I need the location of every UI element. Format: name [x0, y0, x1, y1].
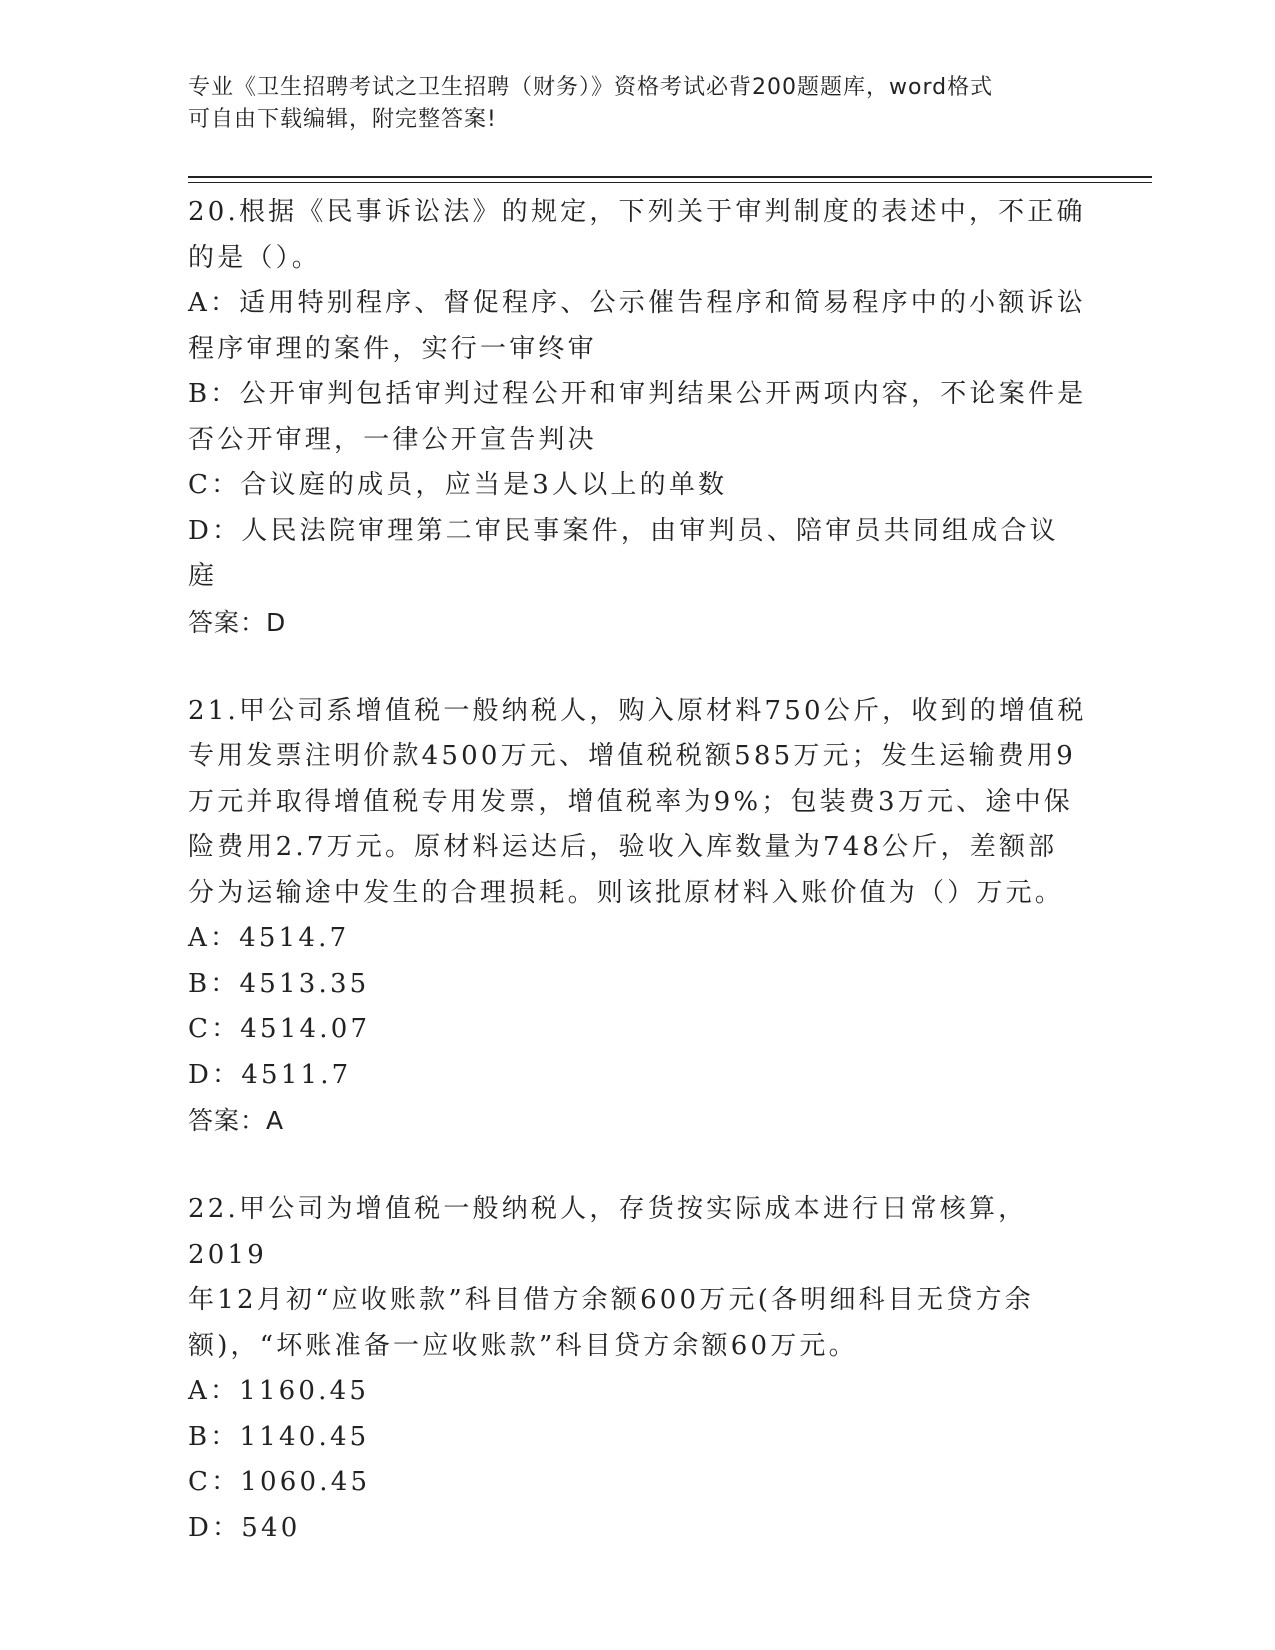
option-c: C：合议庭的成员，应当是3人以上的单数	[188, 470, 728, 500]
option-a: A：4514.7	[188, 923, 350, 953]
question-text-line: 年12月初“应收账款”科目借方余额600万元(各明细科目无贷方余	[188, 1285, 1034, 1315]
question-20	[188, 190, 1088, 645]
option-b: B：4513.35	[188, 968, 370, 999]
question-22	[188, 1187, 1088, 1551]
option-b: B：1140.45	[188, 1421, 370, 1452]
question-text-line: 21.甲公司系增值税一般纳税人，购入原材料750公斤，收到的增值税	[188, 695, 1087, 726]
page-header	[188, 72, 1088, 136]
option-a-cont: 程序审理的案件，实行一审终审	[188, 333, 597, 364]
header-line-1: 专业《卫生招聘考试之卫生招聘（财务）》资格考试必背200题题库，word格式	[188, 75, 994, 100]
question-text-line: 额)，“坏账准备一应收账款”科目贷方余额60万元。	[188, 1330, 858, 1361]
option-a: A：适用特别程序、督促程序、公示催告程序和简易程序中的小额诉讼	[188, 288, 1086, 318]
answer-label: 答案：A	[188, 1106, 285, 1135]
option-d: D：人民法院审理第二审民事案件，由审判员、陪审员共同组成合议庭	[188, 515, 1059, 591]
question-text-line: 专用发票注明价款4500万元、增值税税额585万元；发生运输费用9	[188, 741, 1076, 771]
header-rule-thick	[188, 176, 1152, 178]
option-a: A：1160.45	[188, 1376, 370, 1406]
option-d: D：4511.7	[188, 1059, 352, 1090]
option-c: C：1060.45	[188, 1467, 371, 1497]
header-rule-thin	[188, 182, 1152, 183]
option-d: D：540	[188, 1512, 301, 1543]
header-line-2: 可自由下载编辑，附完整答案!	[188, 107, 497, 132]
question-text-line: 险费用2.7万元。原材料运达后，验收入库数量为748公斤，差额部	[188, 832, 1058, 862]
question-text-line: 万元并取得增值税专用发票，增值税率为9%；包装费3万元、途中保	[188, 786, 1073, 817]
option-b: B：公开审判包括审判过程公开和审判结果公开两项内容，不论案件是	[188, 379, 1087, 409]
option-b-cont: 否公开审理，一律公开宣告判决	[188, 424, 597, 455]
question-text-line: 20.根据《民事诉讼法》的规定，下列关于审判制度的表述中，不正确	[188, 197, 1086, 227]
answer-label: 答案：D	[188, 607, 287, 637]
question-21	[188, 689, 1088, 1144]
question-list	[188, 190, 1088, 1551]
question-text-line: 的是（）。	[188, 242, 322, 273]
question-text-line: 分为运输途中发生的合理损耗。则该批原材料入账价值为（）万元。	[188, 877, 1065, 908]
question-text-line: 22.甲公司为增值税一般纳税人，存货按实际成本进行日常核算，2019	[188, 1194, 1028, 1270]
option-c: C：4514.07	[188, 1014, 371, 1044]
